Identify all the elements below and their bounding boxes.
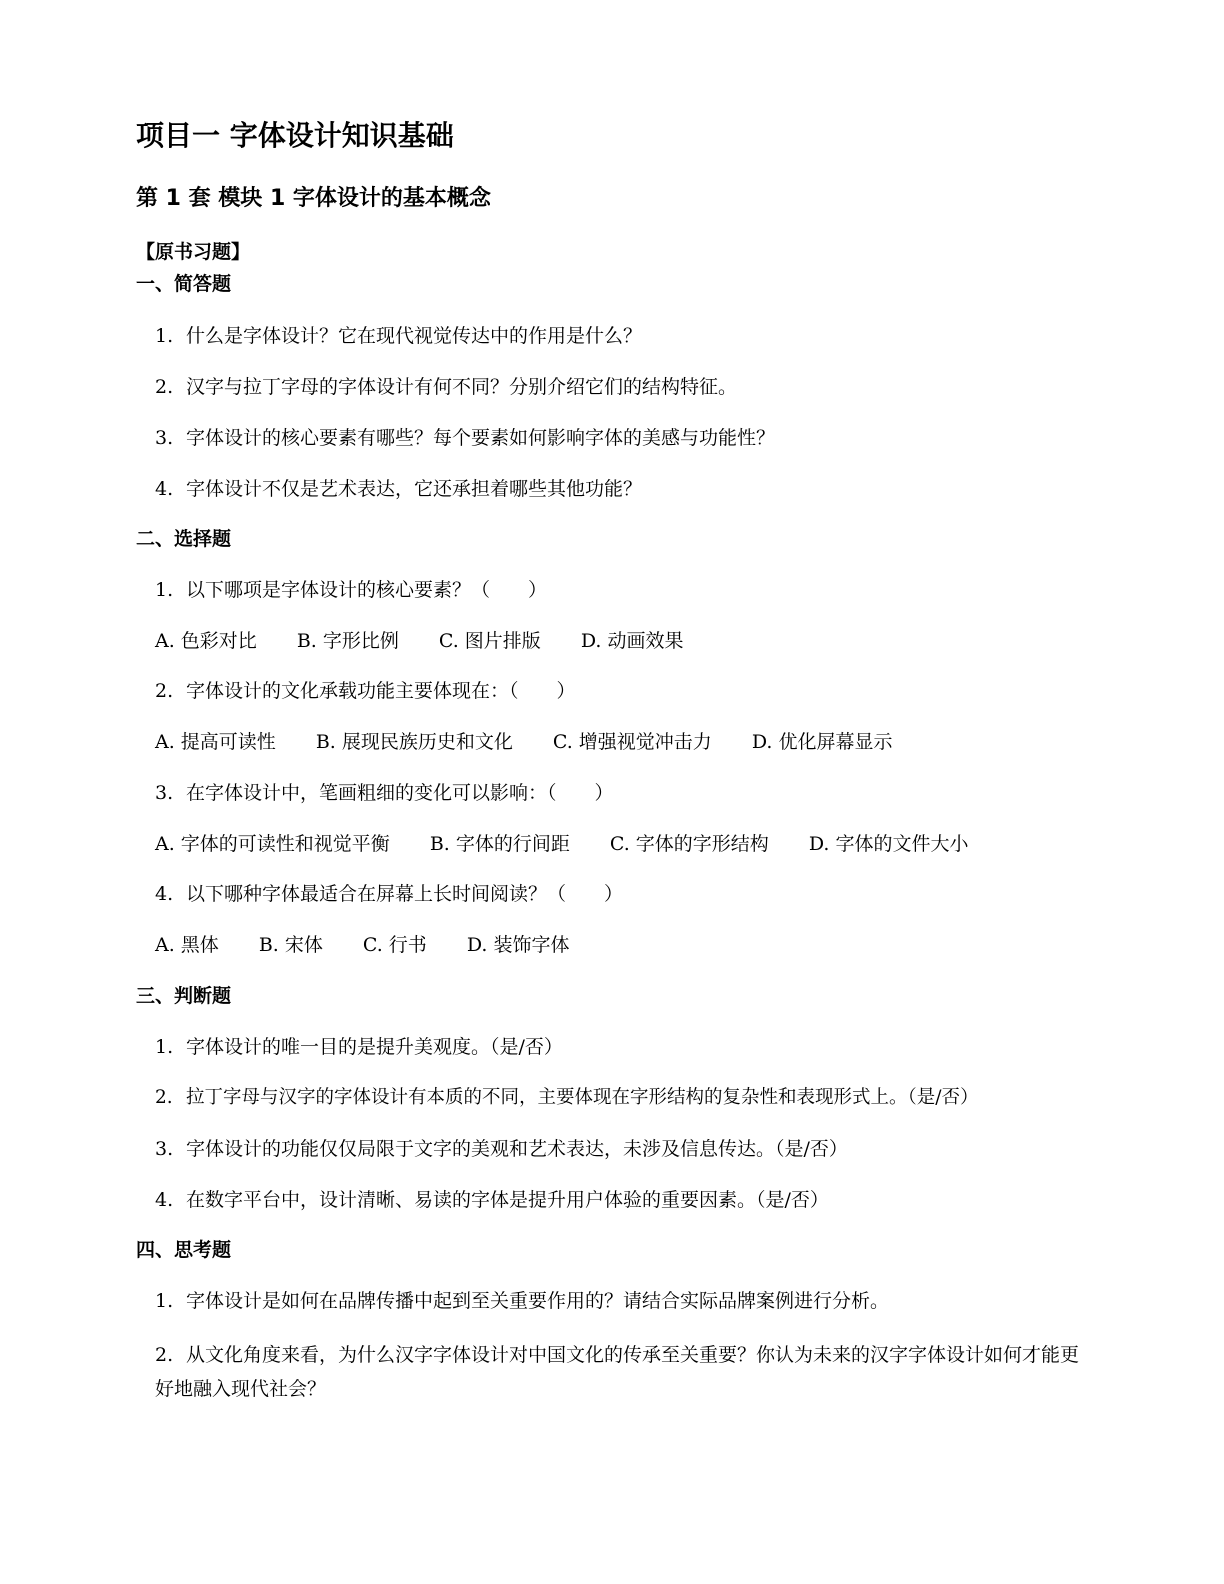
section-heading-judge: 三、判断题 — [136, 985, 232, 1007]
choice-options — [155, 931, 609, 959]
choice-option: C. 字体的字形结构 — [609, 833, 769, 855]
section-heading-choice: 二、选择题 — [136, 528, 232, 550]
choice-option: B. 展现民族历史和文化 — [315, 731, 513, 753]
choice-option: B. 字体的行间距 — [429, 833, 570, 855]
judge-item: 1. 字体设计的唯一目的是提升美观度。（是/否） — [155, 1036, 563, 1058]
choice-option: A. 黑体 — [155, 934, 219, 956]
choice-option: D. 动画效果 — [580, 630, 684, 652]
short-answer-item: 4. 字体设计不仅是艺术表达，它还承担着哪些其他功能？ — [155, 478, 643, 500]
section-heading-short-answer: 一、简答题 — [136, 273, 232, 295]
original-exercises-label: 【原书习题】 — [136, 241, 251, 263]
choice-option: B. 宋体 — [258, 934, 323, 956]
short-answer-item: 1. 什么是字体设计？它在现代视觉传达中的作用是什么？ — [155, 325, 643, 347]
judge-item: 4. 在数字平台中，设计清晰、易读的字体是提升用户体验的重要因素。（是/否） — [155, 1189, 829, 1211]
short-answer-item: 3. 字体设计的核心要素有哪些？每个要素如何影响字体的美感与功能性？ — [155, 427, 776, 449]
choice-question: 2. 字体设计的文化承载功能主要体现在：（ ） — [155, 680, 576, 702]
think-item: 1. 字体设计是如何在品牌传播中起到至关重要作用的？请结合实际品牌案例进行分析。 — [155, 1290, 890, 1312]
choice-option: A. 色彩对比 — [155, 630, 257, 652]
judge-item: 2. 拉丁字母与汉字的字体设计有本质的不同，主要体现在字形结构的复杂性和表现形式上。（是/否） — [155, 1087, 979, 1108]
choice-option: D. 装饰字体 — [466, 934, 570, 956]
choice-options — [155, 728, 932, 756]
short-answer-item: 2. 汉字与拉丁字母的字体设计有何不同？分别介绍它们的结构特征。 — [155, 376, 738, 398]
choice-question: 4. 以下哪种字体最适合在屏幕上长时间阅读？（ ） — [155, 883, 624, 905]
judge-item: 3. 字体设计的功能仅仅局限于文字的美观和艺术表达，未涉及信息传达。（是/否） — [155, 1138, 848, 1160]
choice-option: B. 字形比例 — [296, 630, 399, 652]
choice-option: C. 增强视觉冲击力 — [552, 731, 712, 753]
choice-option: C. 行书 — [362, 934, 427, 956]
choice-options — [155, 830, 1008, 858]
choice-question: 1. 以下哪项是字体设计的核心要素？（ ） — [155, 579, 548, 601]
choice-question: 3. 在字体设计中，笔画粗细的变化可以影响：（ ） — [155, 782, 614, 804]
choice-option: D. 字体的文件大小 — [808, 833, 969, 855]
section-heading-think: 四、思考题 — [136, 1239, 232, 1261]
choice-option: D. 优化屏幕显示 — [751, 731, 893, 753]
think-item: 2. 从文化角度来看，为什么汉字字体设计对中国文化的传承至关重要？你认为未来的汉字字体设计如何才能更好地融入现代社会？ — [155, 1344, 1080, 1400]
page-title: 项目一 字体设计知识基础 — [136, 119, 454, 152]
choice-option: A. 提高可读性 — [155, 731, 276, 753]
choice-options — [155, 627, 723, 655]
page-subtitle: 第 1 套 模块 1 字体设计的基本概念 — [136, 186, 491, 211]
choice-option: A. 字体的可读性和视觉平衡 — [155, 833, 390, 855]
choice-option: C. 图片排版 — [438, 630, 541, 652]
